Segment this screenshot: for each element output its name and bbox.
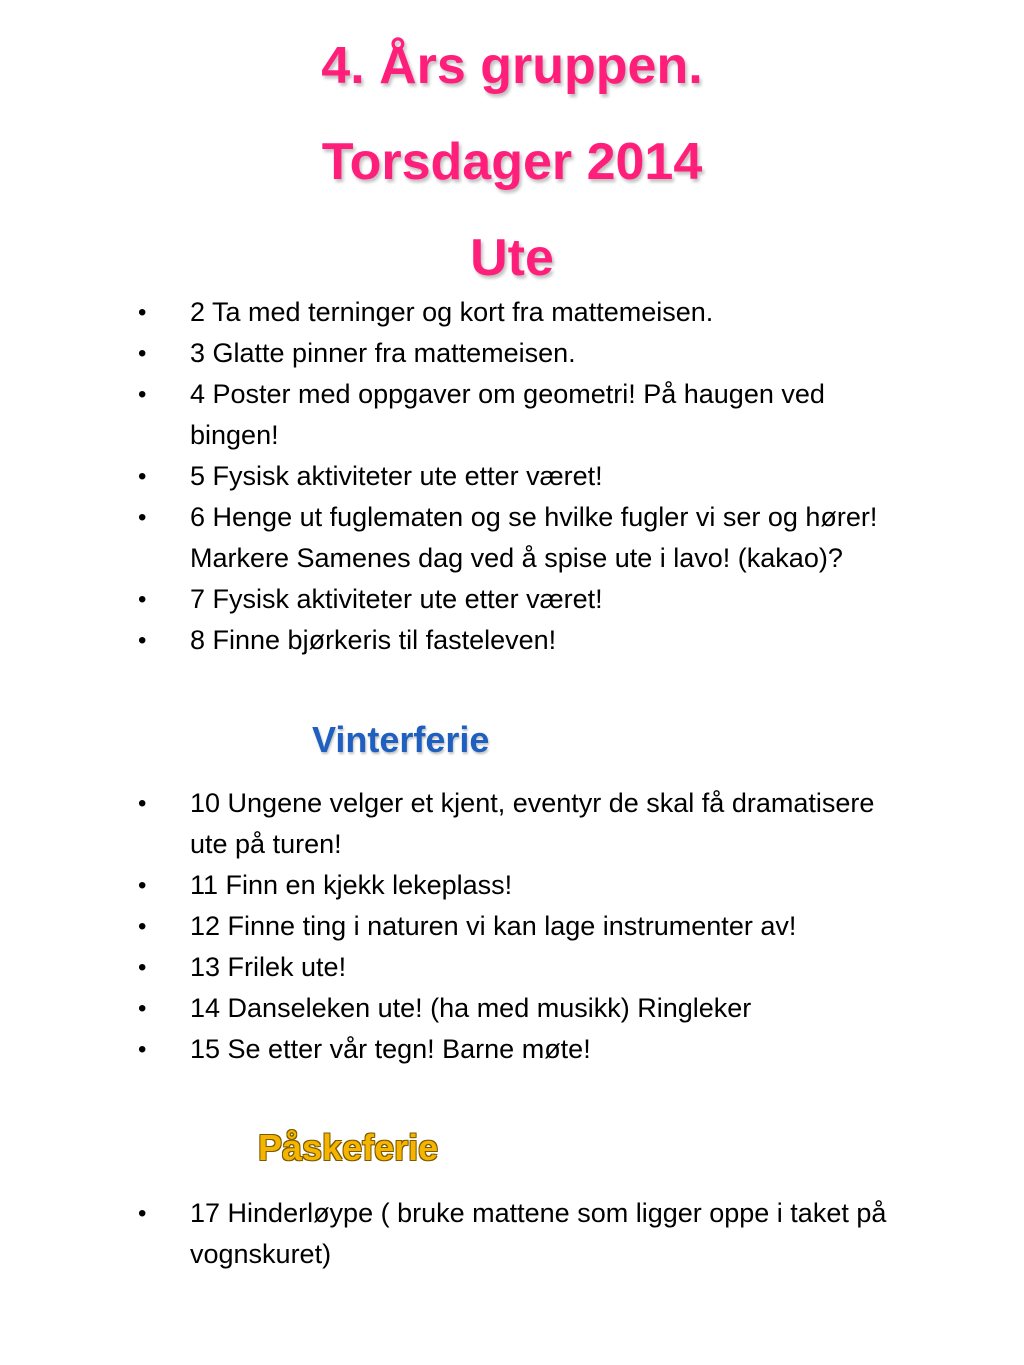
bullet-icon: • bbox=[138, 872, 147, 899]
list-item-text: 12 Finne ting i naturen vi kan lage instrumenter av! bbox=[190, 911, 797, 941]
list-item-text: 14 Danseleken ute! (ha med musikk) Ringleker bbox=[190, 993, 752, 1023]
list-item bbox=[130, 333, 890, 374]
list-item bbox=[130, 497, 890, 579]
bullet-icon: • bbox=[138, 1200, 147, 1227]
list-item-text: 3 Glatte pinner fra mattemeisen. bbox=[190, 338, 576, 368]
list-item bbox=[130, 1029, 890, 1070]
section-heading-vinterferie: Vinterferie bbox=[312, 719, 490, 760]
list-item bbox=[130, 456, 890, 497]
list-item-text: 13 Frilek ute! bbox=[190, 952, 347, 982]
bullet-icon: • bbox=[138, 381, 147, 408]
list-item bbox=[130, 374, 890, 456]
list-item-text: 5 Fysisk aktiviteter ute etter været! bbox=[190, 461, 603, 491]
list-item bbox=[130, 865, 890, 906]
list-item bbox=[130, 620, 890, 661]
activity-list-1 bbox=[130, 292, 890, 661]
list-item-text: 15 Se etter vår tegn! Barne møte! bbox=[190, 1034, 591, 1064]
list-item bbox=[130, 906, 890, 947]
list-item bbox=[130, 579, 890, 620]
title-line-2: Torsdager 2014 bbox=[321, 133, 703, 191]
activity-list-2 bbox=[130, 783, 890, 1070]
bullet-icon: • bbox=[138, 995, 147, 1022]
activity-list-3 bbox=[130, 1193, 890, 1275]
list-item bbox=[130, 1193, 890, 1275]
bullet-icon: • bbox=[138, 463, 147, 490]
bullet-icon: • bbox=[138, 954, 147, 981]
list-item-text: 17 Hinderløype ( bruke mattene som ligger oppe i taket på vognskuret) bbox=[190, 1198, 887, 1269]
list-item bbox=[130, 292, 890, 333]
bullet-icon: • bbox=[138, 299, 147, 326]
list-item-text: 2 Ta med terninger og kort fra mattemeisen. bbox=[190, 297, 714, 327]
list-item-text: 10 Ungene velger et kjent, eventyr de skal få dramatisere ute på turen! bbox=[190, 788, 875, 859]
list-item-text: 4 Poster med oppgaver om geometri! På haugen ved bingen! bbox=[190, 379, 825, 450]
page-title bbox=[0, 18, 1024, 306]
bullet-icon: • bbox=[138, 1036, 147, 1063]
bullet-icon: • bbox=[138, 790, 147, 817]
bullet-icon: • bbox=[138, 586, 147, 613]
list-item-text: 7 Fysisk aktiviteter ute etter været! bbox=[190, 584, 603, 614]
bullet-icon: • bbox=[138, 340, 147, 367]
list-item bbox=[130, 783, 890, 865]
bullet-icon: • bbox=[138, 627, 147, 654]
list-item-text: 11 Finn en kjekk lekeplass! bbox=[190, 870, 513, 900]
list-item bbox=[130, 988, 890, 1029]
list-item-text: 8 Finne bjørkeris til fasteleven! bbox=[190, 625, 557, 655]
bullet-icon: • bbox=[138, 913, 147, 940]
list-item-text: 6 Henge ut fuglematen og se hvilke fugler vi ser og hører! Markere Samenes dag ved å spise ute i lavo! (kakao)? bbox=[190, 502, 878, 573]
list-item bbox=[130, 947, 890, 988]
title-line-1: 4. Års gruppen. bbox=[321, 37, 703, 95]
bullet-icon: • bbox=[138, 504, 147, 531]
section-heading-paskeferie: Påskeferie bbox=[258, 1127, 439, 1168]
title-line-3: Ute bbox=[470, 229, 554, 287]
